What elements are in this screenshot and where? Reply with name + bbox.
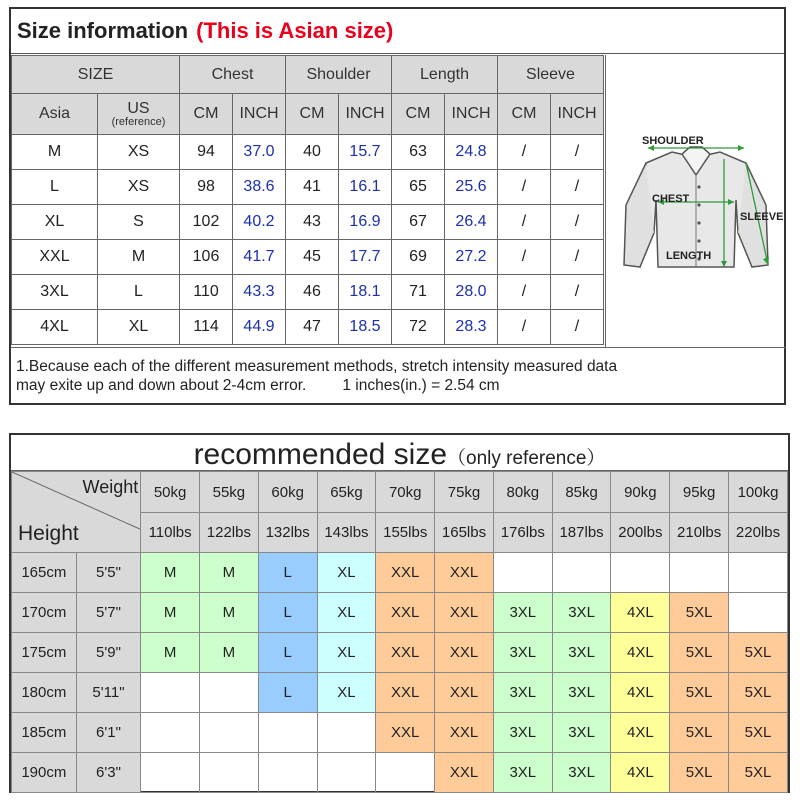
sleeve-inch-cell: / — [551, 205, 604, 240]
height-row — [12, 753, 788, 793]
recommended-size-cell: XL — [317, 633, 376, 673]
recommended-size-cell: XXL — [435, 593, 494, 633]
recommended-size-cell: 3XL — [552, 753, 611, 793]
recommended-size-cell: 3XL — [493, 593, 552, 633]
recommended-size-cell: 4XL — [611, 713, 670, 753]
sleeve-inch-cell: / — [551, 240, 604, 275]
us-size-cell: XL — [98, 310, 180, 345]
shoulder-cm-cell: 47 — [286, 310, 339, 345]
recommended-size-cell — [670, 553, 729, 593]
shoulder-cm-cell: 43 — [286, 205, 339, 240]
recommended-size-cell: 5XL — [729, 673, 788, 713]
recommended-size-cell — [317, 753, 376, 793]
recommended-title-text: recommended size — [193, 438, 448, 471]
recommended-size-cell: 3XL — [493, 753, 552, 793]
weight-lbs-header: 165lbs — [435, 513, 494, 553]
note-line-2 — [16, 376, 786, 395]
sleeve-cm-cell: / — [498, 310, 551, 345]
weight-lbs-header: 176lbs — [493, 513, 552, 553]
recommended-size-cell — [200, 673, 259, 713]
length-cm-cell: 72 — [392, 310, 445, 345]
recommended-size-cell: 4XL — [611, 673, 670, 713]
height-ft-cell: 5'11" — [76, 673, 141, 713]
weight-lbs-header: 122lbs — [200, 513, 259, 553]
sleeve-cm-cell: / — [498, 275, 551, 310]
recommended-size-cell: XXL — [376, 553, 435, 593]
us-header-label: US — [127, 100, 150, 117]
size-row — [12, 170, 604, 205]
sleeve-cm-cell: / — [498, 135, 551, 170]
us-size-cell: S — [98, 205, 180, 240]
recommended-size-cell — [258, 753, 317, 793]
recommended-size-panel — [9, 433, 790, 793]
weight-kg-header: 65kg — [317, 472, 376, 513]
sleeve-inch-cell: / — [551, 275, 604, 310]
length-cm-cell: 69 — [392, 240, 445, 275]
chest-inch-cell: 44.9 — [233, 310, 286, 345]
recommended-size-cell: XXL — [376, 633, 435, 673]
diagram-chest-label: CHEST — [652, 193, 690, 205]
height-ft-cell: 5'7" — [76, 593, 141, 633]
recommended-size-cell: XXL — [376, 713, 435, 753]
weight-kg-header: 60kg — [258, 472, 317, 513]
size-row — [12, 205, 604, 240]
shoulder-cm-header: CM — [286, 94, 339, 135]
recommended-size-cell — [200, 713, 259, 753]
length-inch-cell: 28.0 — [445, 275, 498, 310]
length-inch-cell: 25.6 — [445, 170, 498, 205]
diagram-length-label: LENGTH — [666, 250, 712, 262]
length-cm-cell: 65 — [392, 170, 445, 205]
recommended-size-cell: L — [258, 593, 317, 633]
asia-size-cell: L — [12, 170, 98, 205]
recommended-size-cell: XXL — [435, 713, 494, 753]
length-cm-cell: 71 — [392, 275, 445, 310]
shoulder-inch-cell: 18.1 — [339, 275, 392, 310]
height-cm-cell: 180cm — [12, 673, 77, 713]
asia-header: Asia — [12, 94, 98, 135]
size-table-body — [12, 135, 604, 345]
recommended-size-cell: 3XL — [552, 633, 611, 673]
recommended-size-cell: M — [141, 593, 200, 633]
height-cm-cell: 170cm — [12, 593, 77, 633]
recommended-size-cell: 5XL — [670, 633, 729, 673]
recommended-size-cell: M — [141, 633, 200, 673]
recommended-size-cell: 5XL — [670, 753, 729, 793]
height-cm-cell: 175cm — [12, 633, 77, 673]
recommended-size-cell: 4XL — [611, 753, 670, 793]
recommended-size-cell: M — [200, 553, 259, 593]
asia-size-cell: 3XL — [12, 275, 98, 310]
weight-lbs-header: 200lbs — [611, 513, 670, 553]
recommended-size-cell — [729, 553, 788, 593]
size-title-text: Size information — [17, 18, 189, 43]
recommended-size-cell: XL — [317, 673, 376, 713]
size-header: SIZE — [12, 56, 180, 94]
length-inch-cell: 27.2 — [445, 240, 498, 275]
length-inch-cell: 24.8 — [445, 135, 498, 170]
chest-cm-cell: 98 — [180, 170, 233, 205]
recommended-size-cell — [611, 553, 670, 593]
recommended-size-cell: XXL — [435, 633, 494, 673]
length-inch-cell: 28.3 — [445, 310, 498, 345]
asia-size-cell: M — [12, 135, 98, 170]
weight-lbs-header: 110lbs — [141, 513, 200, 553]
size-header-row-2 — [12, 94, 604, 135]
note-line-1: 1.Because each of the different measurement methods, stretch intensity measured data — [16, 358, 618, 375]
diagram-sleeve-label: SLEEVE — [740, 211, 784, 223]
size-row — [12, 240, 604, 275]
length-inch-header: INCH — [445, 94, 498, 135]
shoulder-inch-cell: 17.7 — [339, 240, 392, 275]
sleeve-cm-cell: / — [498, 205, 551, 240]
weight-lbs-header: 132lbs — [258, 513, 317, 553]
weight-kg-header: 75kg — [435, 472, 494, 513]
chest-inch-cell: 37.0 — [233, 135, 286, 170]
shoulder-header: Shoulder — [286, 56, 392, 94]
shoulder-cm-cell: 40 — [286, 135, 339, 170]
height-row — [12, 553, 788, 593]
note-error-text: may exite up and down about 2-4cm error. — [16, 377, 307, 394]
recommended-size-cell — [141, 713, 200, 753]
shoulder-cm-cell: 41 — [286, 170, 339, 205]
weight-height-corner — [12, 472, 141, 553]
diagram-shoulder-label: SHOULDER — [642, 135, 704, 147]
height-cm-cell: 190cm — [12, 753, 77, 793]
sleeve-cm-header: CM — [498, 94, 551, 135]
shirt-diagram-svg — [606, 55, 786, 347]
weight-kg-row — [12, 472, 788, 513]
us-size-cell: XS — [98, 170, 180, 205]
sleeve-inch-cell: / — [551, 310, 604, 345]
recommended-size-cell: 3XL — [552, 713, 611, 753]
recommended-size-cell — [258, 713, 317, 753]
measurement-note — [11, 347, 786, 405]
asia-size-cell: 4XL — [12, 310, 98, 345]
weight-lbs-header: 143lbs — [317, 513, 376, 553]
chest-cm-header: CM — [180, 94, 233, 135]
recommended-size-cell: XXL — [435, 553, 494, 593]
sleeve-cm-cell: / — [498, 170, 551, 205]
recommended-size-cell: M — [200, 633, 259, 673]
weight-lbs-header: 220lbs — [729, 513, 788, 553]
recommended-size-cell: 3XL — [493, 673, 552, 713]
recommended-size-cell — [729, 593, 788, 633]
height-cm-cell: 165cm — [12, 553, 77, 593]
shoulder-cm-cell: 46 — [286, 275, 339, 310]
us-size-cell: M — [98, 240, 180, 275]
size-information-title — [11, 9, 784, 54]
recommended-size-cell: L — [258, 553, 317, 593]
weight-kg-header: 70kg — [376, 472, 435, 513]
shoulder-cm-cell: 45 — [286, 240, 339, 275]
recommended-size-title — [11, 435, 788, 471]
chest-cm-cell: 106 — [180, 240, 233, 275]
recommended-size-cell: 5XL — [670, 713, 729, 753]
weight-lbs-header: 155lbs — [376, 513, 435, 553]
chest-inch-cell: 41.7 — [233, 240, 286, 275]
length-cm-header: CM — [392, 94, 445, 135]
only-reference-note: （only reference） — [447, 448, 606, 469]
sleeve-cm-cell: / — [498, 240, 551, 275]
recommended-size-cell — [200, 753, 259, 793]
size-information-panel — [9, 7, 786, 405]
recommended-size-cell: L — [258, 673, 317, 713]
chest-inch-cell: 43.3 — [233, 275, 286, 310]
recommended-size-cell — [317, 713, 376, 753]
weight-kg-header: 100kg — [729, 472, 788, 513]
us-size-cell: L — [98, 275, 180, 310]
weight-kg-header: 85kg — [552, 472, 611, 513]
height-ft-cell: 5'9" — [76, 633, 141, 673]
chest-cm-cell: 102 — [180, 205, 233, 240]
chest-inch-header: INCH — [233, 94, 286, 135]
recommended-size-cell: 3XL — [552, 673, 611, 713]
weight-lbs-header: 210lbs — [670, 513, 729, 553]
recommended-size-cell: 5XL — [729, 753, 788, 793]
shoulder-inch-cell: 15.7 — [339, 135, 392, 170]
recommended-size-cell: XXL — [376, 673, 435, 713]
weight-kg-header: 90kg — [611, 472, 670, 513]
recommended-size-cell: XL — [317, 553, 376, 593]
recommended-size-body — [12, 553, 788, 793]
shoulder-inch-header: INCH — [339, 94, 392, 135]
recommended-size-cell: XL — [317, 593, 376, 633]
chest-cm-cell: 94 — [180, 135, 233, 170]
weight-label: Weight — [82, 477, 139, 497]
recommended-size-cell: 4XL — [611, 593, 670, 633]
sleeve-header: Sleeve — [498, 56, 604, 94]
chest-cm-cell: 110 — [180, 275, 233, 310]
shoulder-inch-cell: 18.5 — [339, 310, 392, 345]
chest-cm-cell: 114 — [180, 310, 233, 345]
recommended-size-cell — [376, 753, 435, 793]
recommended-size-cell: 3XL — [493, 633, 552, 673]
height-ft-cell: 5'5" — [76, 553, 141, 593]
size-table — [11, 55, 604, 345]
length-cm-cell: 63 — [392, 135, 445, 170]
recommended-size-cell: XXL — [435, 753, 494, 793]
recommended-size-cell: 5XL — [670, 593, 729, 633]
chest-inch-cell: 40.2 — [233, 205, 286, 240]
us-size-cell: XS — [98, 135, 180, 170]
recommended-size-cell — [141, 753, 200, 793]
size-header-row-1 — [12, 56, 604, 94]
size-row — [12, 275, 604, 310]
height-row — [12, 593, 788, 633]
height-ft-cell: 6'1" — [76, 713, 141, 753]
weight-lbs-header: 187lbs — [552, 513, 611, 553]
asia-size-cell: XL — [12, 205, 98, 240]
height-row — [12, 673, 788, 713]
size-row — [12, 310, 604, 345]
asian-size-note: (This is Asian size) — [196, 18, 394, 43]
height-row — [12, 713, 788, 753]
recommended-size-cell: 5XL — [729, 633, 788, 673]
recommended-size-cell: 3XL — [552, 593, 611, 633]
us-header — [98, 94, 180, 135]
note-inch-conversion: 1 inches(in.) = 2.54 cm — [342, 377, 500, 394]
sleeve-inch-header: INCH — [551, 94, 604, 135]
us-reference-label: (reference) — [111, 116, 166, 128]
recommended-size-cell: M — [141, 553, 200, 593]
asia-size-cell: XXL — [12, 240, 98, 275]
recommended-size-table — [11, 471, 788, 793]
shoulder-inch-cell: 16.1 — [339, 170, 392, 205]
size-row — [12, 135, 604, 170]
height-ft-cell: 6'3" — [76, 753, 141, 793]
recommended-size-cell — [552, 553, 611, 593]
length-header: Length — [392, 56, 498, 94]
weight-kg-header: 80kg — [493, 472, 552, 513]
shoulder-inch-cell: 16.9 — [339, 205, 392, 240]
recommended-size-cell — [493, 553, 552, 593]
length-inch-cell: 26.4 — [445, 205, 498, 240]
sleeve-inch-cell: / — [551, 170, 604, 205]
chest-header: Chest — [180, 56, 286, 94]
weight-kg-header: 55kg — [200, 472, 259, 513]
height-cm-cell: 185cm — [12, 713, 77, 753]
recommended-size-cell: 3XL — [493, 713, 552, 753]
recommended-size-cell: L — [258, 633, 317, 673]
recommended-size-cell: 5XL — [729, 713, 788, 753]
recommended-size-cell: M — [200, 593, 259, 633]
recommended-size-cell: XXL — [376, 593, 435, 633]
height-label: Height — [18, 522, 79, 545]
chest-inch-cell: 38.6 — [233, 170, 286, 205]
recommended-size-cell: XXL — [435, 673, 494, 713]
recommended-size-cell: 5XL — [670, 673, 729, 713]
recommended-size-cell: 4XL — [611, 633, 670, 673]
weight-kg-header: 50kg — [141, 472, 200, 513]
weight-kg-header: 95kg — [670, 472, 729, 513]
sleeve-inch-cell: / — [551, 135, 604, 170]
recommended-size-cell — [141, 673, 200, 713]
shirt-measurement-diagram — [605, 55, 786, 347]
length-cm-cell: 67 — [392, 205, 445, 240]
height-row — [12, 633, 788, 673]
